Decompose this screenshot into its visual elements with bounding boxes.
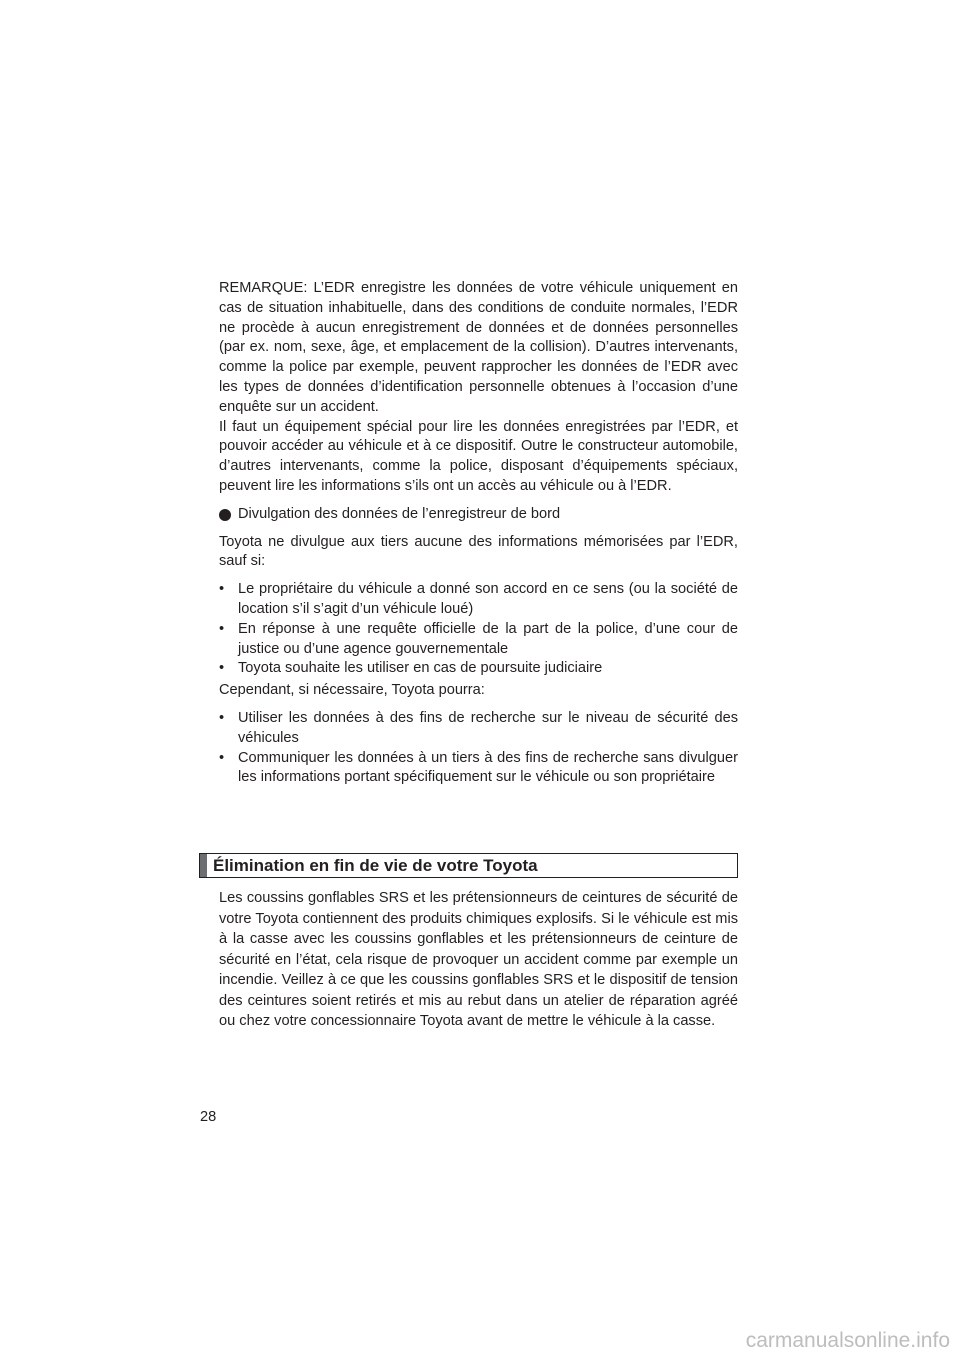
disclosure-list xyxy=(219,580,738,679)
section-header xyxy=(199,853,738,878)
list-item-text: En réponse à une requête officielle de la part de la police, d’une cour de justice ou d’une agence gouvernementale xyxy=(238,620,738,657)
filled-circle-icon xyxy=(219,509,231,521)
bullet-icon: • xyxy=(219,709,225,726)
watermark: carmanualsonline.info xyxy=(745,1329,950,1352)
list-item xyxy=(219,749,738,789)
section-title: Élimination en fin de vie de votre Toyota xyxy=(213,856,538,875)
however-intro: Cependant, si nécessaire, Toyota pourra: xyxy=(219,682,485,699)
bullet-icon: • xyxy=(219,581,225,598)
disposal-paragraph: Les coussins gonflables SRS et les prétensionneurs de ceintures de sécurité de votre Toyota contiennent des produits chimiques explosifs. Si le véhicule est mis à la casse avec les coussins gonflables et les prétensionneurs de ceinture de sécurité en l’état, cela risque de provoquer un accident comme par exemple un incendie. Veillez à ce que les coussins gonflables SRS et le dispositif de tension des ceintures soient retirés et mis au rebut dans un atelier de réparation agréé ou chez votre concessionnaire Toyota avant de mettre le véhicule à la casse. xyxy=(219,890,738,1029)
subheading-text: Divulgation des données de l’enregistreur de bord xyxy=(238,505,561,522)
list-item xyxy=(219,620,738,660)
list-item-text: Le propriétaire du véhicule a donné son accord en ce sens (ou la société de location s’il s’agit d’un véhicule loué) xyxy=(238,581,738,617)
section-body xyxy=(219,888,738,1032)
list-item xyxy=(219,709,738,749)
bullet-icon: • xyxy=(219,620,225,637)
equipment-paragraph: Il faut un équipement spécial pour lire les données enregistrées par l’EDR, et pouvoir accéder au véhicule et à ce dispositif. Outre le constructeur automobile, d’autres intervenants, comme la police, disposant d’équipements spéciaux, peuvent lire les informations s’ils ont un accès au véhicule ou à l’EDR. xyxy=(219,418,738,494)
list-item-text: Toyota souhaite les utiliser en cas de poursuite judiciaire xyxy=(238,660,603,677)
section-accent-bar xyxy=(200,854,207,877)
list-item xyxy=(219,580,738,620)
bullet-icon: • xyxy=(219,660,225,677)
edr-content xyxy=(219,279,738,788)
disclosure-intro: Toyota ne divulgue aux tiers aucune des informations mémorisées par l’EDR, sauf si: xyxy=(219,533,738,570)
remarque-paragraph: REMARQUE: L’EDR enregistre les données de votre véhicule uniquement en cas de situation inhabituelle, dans des conditions de conduite normales, l’EDR ne procède à aucun enregistrement de données et de données personnelles (par ex. nom, sexe, âge, et emplacement de la collision). D’autres intervenants, comme la police par exemple, peuvent rapprocher les données de l’EDR avec les types de données d’identification personnelle obtenues à l’occasion d’une enquête sur un accident. xyxy=(219,280,738,415)
list-item-text: Utiliser les données à des fins de recherche sur le niveau de sécurité des véhicules xyxy=(238,709,738,746)
subheading xyxy=(219,505,738,525)
bullet-icon: • xyxy=(219,749,225,766)
however-list xyxy=(219,709,738,788)
page-number: 28 xyxy=(200,1109,217,1125)
list-item-text: Communiquer les données à un tiers à des fins de recherche sans divulguer les informations portant spécifiquement sur le véhicule ou son propriétaire xyxy=(238,749,738,786)
list-item xyxy=(219,659,738,679)
